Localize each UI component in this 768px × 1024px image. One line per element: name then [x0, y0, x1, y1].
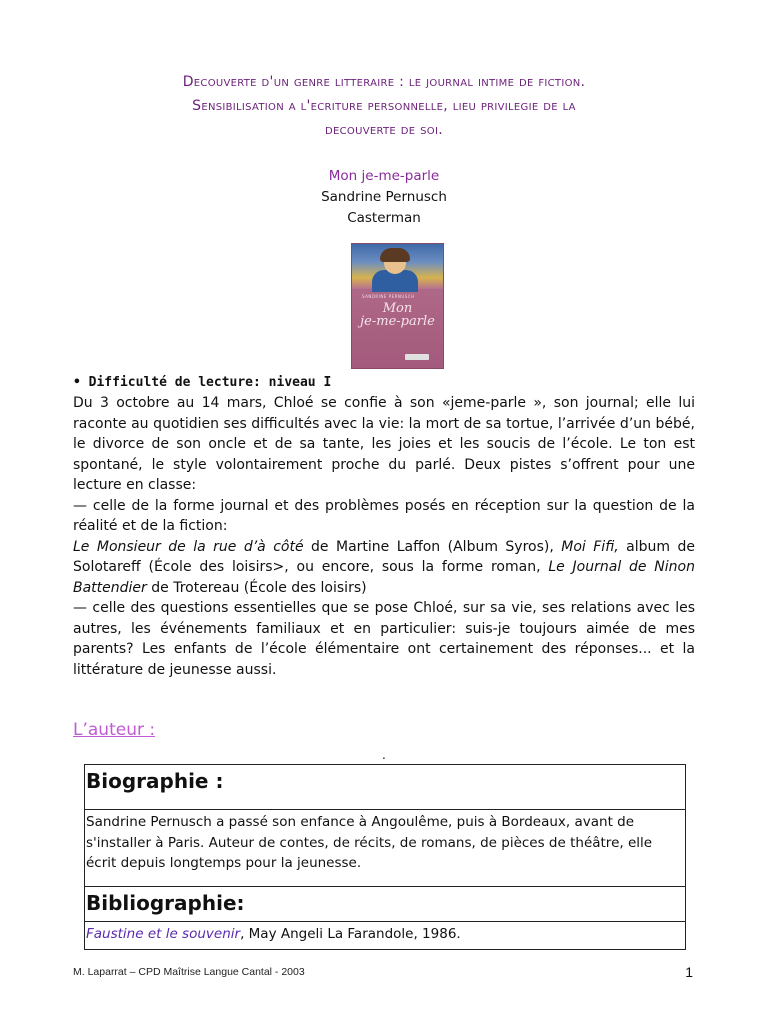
cover-title	[352, 302, 443, 328]
bibliography-header-cell	[84, 886, 686, 922]
ref-title-1: Le Monsieur de la rue d’à côté	[73, 538, 304, 555]
cover-title-line-2: je-me-parle	[360, 314, 435, 329]
biography-header-cell	[84, 764, 686, 810]
difficulty-level: • Difficulté de lecture: niveau I	[73, 375, 332, 390]
page-footer: M. Laparrat – CPD Maîtrise Langue Cantal - 2003	[73, 966, 305, 978]
ref-title-3: Le Journal de Ninon Battendier	[73, 559, 695, 596]
author-section-title: L’auteur :	[73, 720, 156, 740]
biography-content-cell	[84, 809, 686, 887]
biography-title: Biographie :	[86, 769, 224, 793]
publisher-logo-icon	[405, 354, 429, 360]
bibliography-title: Bibliographie:	[86, 891, 245, 915]
book-publisher: Casterman	[347, 210, 421, 226]
summary-paragraph-1: Du 3 octobre au 14 mars, Chloé se confie à son «jeme-parle », son journal; elle lui raconte au quotidien ses difficultés avec la vie: la mort de sa tortue, l’arrivée d’un bébé, le divorce de son oncle et de sa tante, les joies et les soucis de l’école. Le ton est spontané, le style volontairement proche du parlé. Deux pistes s’offrent pour une lecture en classe:	[73, 395, 695, 493]
book-title: Mon je-me-parle	[328, 168, 440, 184]
title-line-1: Decouverte d'un genre litteraire : le journal intime de fiction.	[182, 74, 586, 90]
title-line-3: decouverte de soi.	[325, 122, 443, 138]
cover-author: SANDRINE PERNUSCH	[362, 294, 415, 299]
cover-illustration	[352, 244, 443, 289]
bibliography-content-cell	[84, 921, 686, 950]
document-title	[60, 70, 708, 142]
book-info	[184, 166, 584, 229]
summary-paragraph-4: — celle des questions essentielles que se pose Chloé, sur sa vie, ses relations avec les autres, les événements familiaux et en particulier: suis-je toujours aimée de mes parents? Les enfants de l’école élémentaire ont certainement des réponses... et la littérature de jeunesse aussi.	[73, 600, 695, 678]
page-number: 1	[685, 964, 693, 980]
separator-dot: .	[382, 748, 386, 762]
book-cover-image	[351, 243, 444, 369]
bibliography-item: Faustine et le souvenir, May Angeli La Farandole, 1986.	[86, 926, 461, 942]
bibliography-item-title: Faustine et le souvenir	[86, 926, 241, 942]
summary-paragraph-3: Le Monsieur de la rue d’à côté de Martine Laffon (Album Syros), Moi Fifi, album de Solotareff (École des loisirs>, ou encore, sous la forme roman, Le Journal de Ninon Battendier de Trotereau (École des loisirs)	[73, 538, 695, 596]
biography-text: Sandrine Pernusch a passé son enfance à Angoulême, puis à Bordeaux, avant de s'installer à Paris. Auteur de contes, de récits, de romans, de pièces de théâtre, elle écrit depuis longtemps pour la jeunesse.	[86, 814, 653, 871]
ref-title-2: Moi Fifi,	[561, 538, 619, 555]
book-author: Sandrine Pernusch	[321, 189, 447, 205]
cover-title-line-1: Mon	[382, 301, 413, 316]
title-line-2: Sensibilisation a l'ecriture personnelle, lieu privilegie de la	[192, 98, 576, 114]
summary-paragraph-2: — celle de la forme journal et des problèmes posés en réception sur la question de la réalité et de la fiction:	[73, 497, 695, 534]
summary-text	[73, 393, 695, 680]
